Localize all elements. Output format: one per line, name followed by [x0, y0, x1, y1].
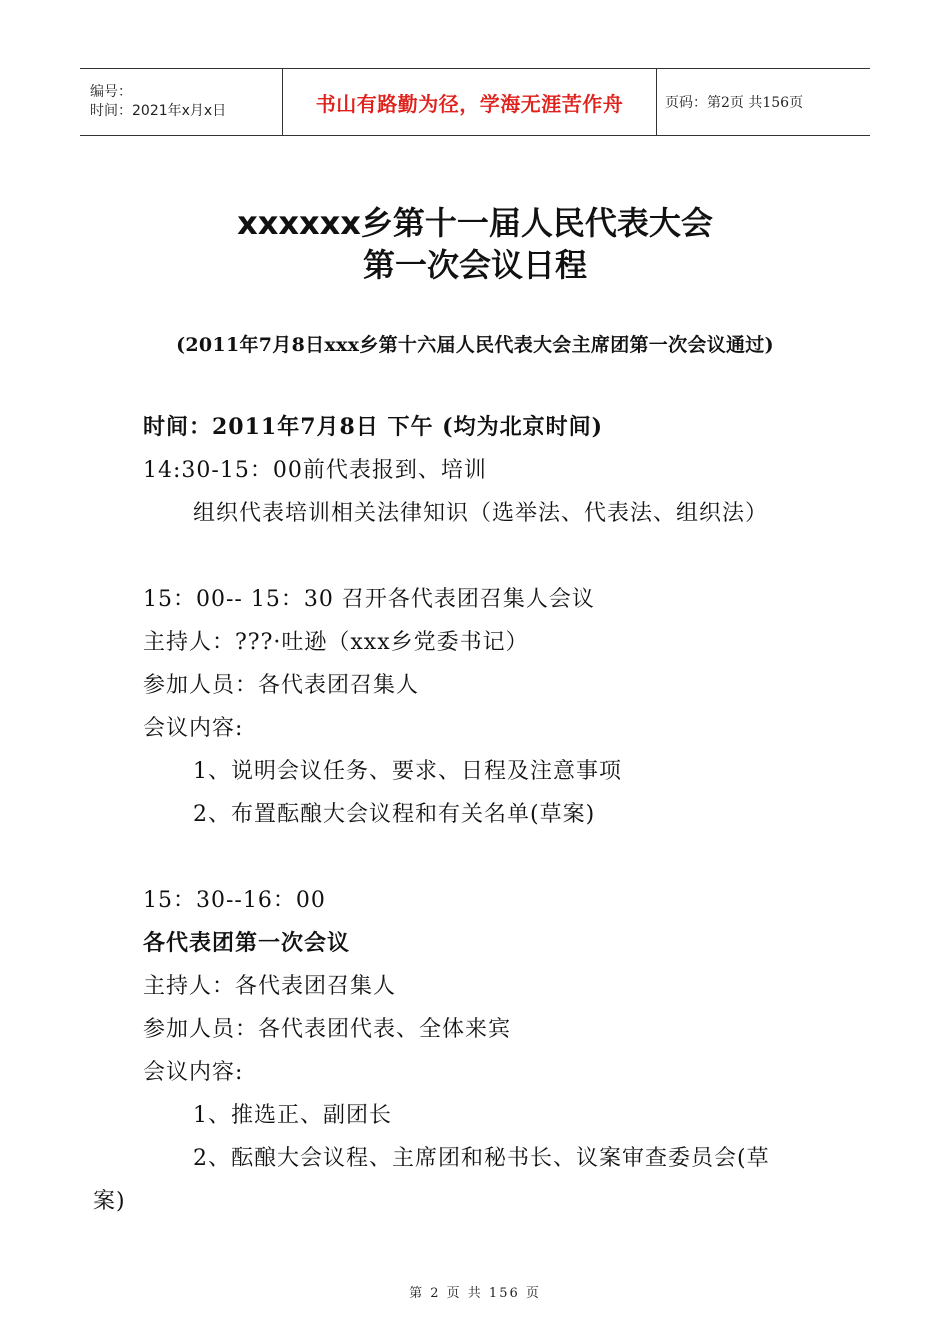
schedule-time-line: 时间：2011年7月8日 下午 (均为北京时间)	[143, 414, 603, 440]
session3-content-label: 会议内容:	[143, 1060, 244, 1085]
header-motto-cell	[282, 69, 657, 135]
document-title-line1: xxxxxx乡第十一届人民代表大会	[237, 204, 713, 242]
session1-time: 14:30-15：00前代表报到、培训	[143, 458, 487, 483]
session2-item1: 1、说明会议任务、要求、日程及注意事项	[193, 759, 622, 784]
session3-item2: 2、酝酿大会议程、主席团和秘书长、议案审查委员会(草	[193, 1146, 770, 1171]
session2-item2: 2、布置酝酿大会议程和有关名单(草案)	[193, 802, 596, 827]
session3-title: 各代表团第一次会议	[143, 930, 351, 956]
session3-host: 主持人：各代表团召集人	[143, 974, 397, 999]
session2-content-label: 会议内容:	[143, 716, 244, 741]
session3-attendees: 参加人员：各代表团代表、全体来宾	[143, 1017, 512, 1042]
page-header	[80, 68, 870, 136]
session3-item2-continued: 案)	[93, 1189, 126, 1214]
header-meta	[80, 69, 282, 135]
session1-detail: 组织代表培训相关法律知识（选举法、代表法、组织法）	[193, 501, 769, 526]
session2-time: 15：00-- 15：30 召开各代表团召集人会议	[143, 587, 595, 612]
session2-host: 主持人：???·吐逊（xxx乡党委书记）	[143, 630, 529, 655]
document-title-line2: 第一次会议日程	[362, 246, 587, 284]
session2-attendees: 参加人员：各代表团召集人	[143, 673, 420, 698]
session3-time: 15：30--16：00	[143, 888, 326, 913]
header-motto: 书山有路勤为径，学海无涯苦作舟	[315, 91, 624, 116]
header-page-info: 页码：第2页 共156页	[665, 95, 804, 111]
document-subtitle: (2011年7月8日xxx乡第十六届人民代表大会主席团第一次会议通过)	[176, 334, 774, 356]
session3-item1: 1、推选正、副团长	[193, 1103, 392, 1128]
header-date: 时间：2021年x月x日	[90, 103, 227, 119]
page-footer: 第 2 页 共 156 页	[409, 1286, 541, 1301]
header-number: 编号：	[90, 84, 132, 100]
